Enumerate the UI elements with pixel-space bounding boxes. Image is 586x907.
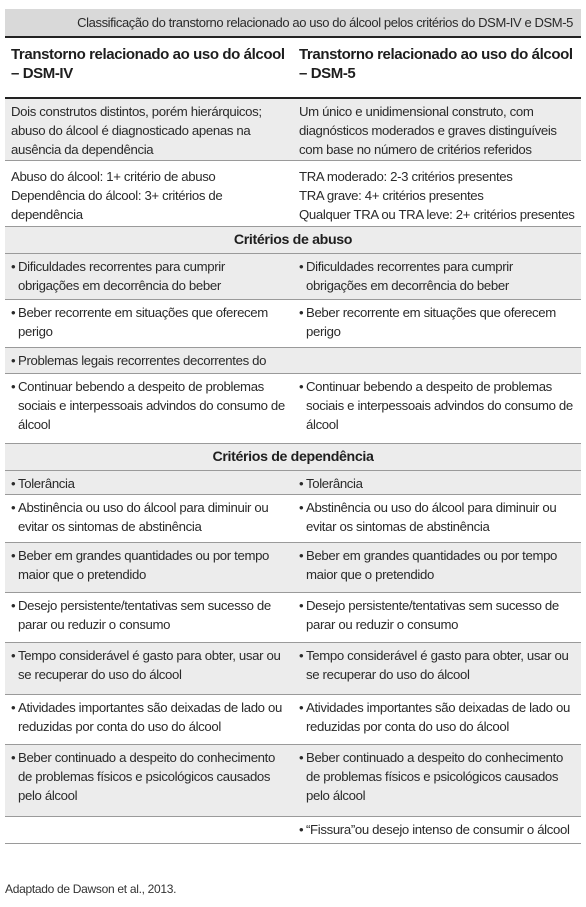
dependence-dsm-5-item: • Tolerância — [293, 471, 581, 494]
bullet-icon: • — [11, 648, 16, 663]
table-caption: Classificação do transtorno relacionado ao uso do álcool pelos critérios do DSM-IV e DSM-5 — [5, 9, 581, 38]
dependence-dsm-iv-item: • Atividades importantes são deixadas de lado ou reduzidas por conta do uso do álcool — [5, 695, 293, 744]
dependence-dsm-iv-item: • Beber em grandes quantidades ou por tempo maior que o pretendido — [5, 543, 293, 592]
bullet-icon: • — [299, 750, 304, 765]
dependence-dsm-5-item: • Abstinência ou uso do álcool para diminuir ou evitar os sintomas de abstinência — [293, 495, 581, 542]
dependence-row — [5, 593, 581, 643]
bullet-icon: • — [299, 259, 304, 274]
dependence-dsm-iv-item: • Tolerância — [5, 471, 293, 494]
bullet-icon: • — [11, 379, 16, 394]
header-row — [5, 38, 581, 99]
dependence-row — [5, 471, 581, 495]
bullet-icon: • — [299, 548, 304, 563]
dependence-row — [5, 695, 581, 745]
bullet-icon: • — [299, 700, 304, 715]
bullet-icon: • — [11, 700, 16, 715]
bullet-icon: • — [299, 598, 304, 613]
dependence-dsm-5-item: • Beber continuado a despeito do conhecimento de problemas físicos e psicológicos causados pelo álcool — [293, 745, 581, 816]
bullet-icon: • — [299, 379, 304, 394]
threshold-line: Abuso do álcool: 1+ critério de abuso — [11, 169, 216, 184]
dependence-row — [5, 643, 581, 695]
bullet-icon: • — [11, 259, 16, 274]
bullet-icon: • — [299, 476, 304, 491]
threshold-line: TRA grave: 4+ critérios presentes — [299, 188, 484, 203]
intro-dsm-iv-text: Dois construtos distintos, porém hierárquicos; abuso do álcool é diagnosticado apenas na ausência da dependência — [11, 104, 262, 157]
bullet-icon: • — [11, 476, 16, 491]
abuse-row — [5, 300, 581, 348]
abuse-dsm-iv-item: • Continuar bebendo a despeito de problemas sociais e interpessoais advindos do consumo de álcool — [5, 374, 293, 443]
intro-dsm-5-thresholds — [293, 161, 581, 226]
bullet-icon: • — [299, 648, 304, 663]
abuse-row — [5, 254, 581, 300]
abuse-dsm-5-item: • Beber recorrente em situações que oferecem perigo — [293, 300, 581, 347]
header-dsm-iv: Transtorno relacionado ao uso do álcool – DSM-IV — [11, 46, 285, 82]
intro-dsm-5-text: Um único e unidimensional construto, com diagnósticos moderados e graves distinguíveis com base no número de critérios referidos — [299, 104, 557, 157]
dsm-comparison-table — [5, 9, 581, 844]
dependence-criteria-heading: Critérios de dependência — [5, 444, 581, 471]
bullet-icon: • — [11, 353, 16, 368]
dependence-dsm-iv-empty — [5, 817, 293, 843]
dependence-dsm-5-item: • Atividades importantes são deixadas de lado ou reduzidas por conta do uso do álcool — [293, 695, 581, 744]
abuse-dsm-iv-item: • Beber recorrente em situações que oferecem perigo — [5, 300, 293, 347]
bullet-icon: • — [299, 822, 304, 837]
dependence-dsm-iv-item: • Tempo considerável é gasto para obter, usar ou se recuperar do uso do álcool — [5, 643, 293, 694]
dependence-row — [5, 543, 581, 593]
header-dsm-5: Transtorno relacionado ao uso do álcool – DSM-5 — [299, 46, 573, 82]
abuse-row — [5, 374, 581, 444]
abuse-dsm-5-item: • Dificuldades recorrentes para cumprir obrigações em decorrência do beber — [293, 254, 581, 299]
bullet-icon: • — [11, 598, 16, 613]
abuse-dsm-iv-item: • Problemas legais recorrentes decorrentes do — [5, 348, 293, 373]
dependence-dsm-5-item: • Desejo persistente/tentativas sem sucesso de parar ou reduzir o consumo — [293, 593, 581, 642]
intro-dsm-iv-thresholds — [5, 161, 293, 226]
threshold-line: Qualquer TRA ou TRA leve: 2+ critérios presentes — [299, 207, 575, 222]
dependence-row — [5, 817, 581, 844]
dependence-dsm-iv-item: • Beber continuado a despeito do conhecimento de problemas físicos e psicológicos causados pelo álcool — [5, 745, 293, 816]
threshold-line — [11, 224, 287, 226]
bullet-icon: • — [11, 500, 16, 515]
dependence-row — [5, 745, 581, 817]
intro-row-2 — [5, 161, 581, 227]
intro-row-1 — [5, 99, 581, 161]
threshold-line: Dependência do álcool: 3+ critérios de dependência — [11, 188, 223, 222]
dependence-dsm-5-item: • Beber em grandes quantidades ou por tempo maior que o pretendido — [293, 543, 581, 592]
bullet-icon: • — [11, 750, 16, 765]
dependence-dsm-iv-item: • Desejo persistente/tentativas sem sucesso de parar ou reduzir o consumo — [5, 593, 293, 642]
bullet-icon: • — [11, 305, 16, 320]
dependence-row — [5, 495, 581, 543]
threshold-line: TRA moderado: 2-3 critérios presentes — [299, 169, 513, 184]
abuse-criteria-heading: Critérios de abuso — [5, 227, 581, 254]
dependence-dsm-iv-item: • Abstinência ou uso do álcool para diminuir ou evitar os sintomas de abstinência — [5, 495, 293, 542]
abuse-row — [5, 348, 581, 374]
bullet-icon: • — [299, 305, 304, 320]
dependence-dsm-5-item: • Tempo considerável é gasto para obter, usar ou se recuperar do uso do álcool — [293, 643, 581, 694]
abuse-dsm-5-empty — [293, 348, 581, 373]
abuse-dsm-iv-item: • Dificuldades recorrentes para cumprir obrigações em decorrência do beber — [5, 254, 293, 299]
source-footnote: Adaptado de Dawson et al., 2013. — [5, 882, 177, 896]
bullet-icon: • — [299, 500, 304, 515]
dependence-dsm-5-item: • “Fissura”ou desejo intenso de consumir o álcool — [293, 817, 581, 843]
bullet-icon: • — [11, 548, 16, 563]
abuse-dsm-5-item: • Continuar bebendo a despeito de problemas sociais e interpessoais advindos do consumo de álcool — [293, 374, 581, 443]
